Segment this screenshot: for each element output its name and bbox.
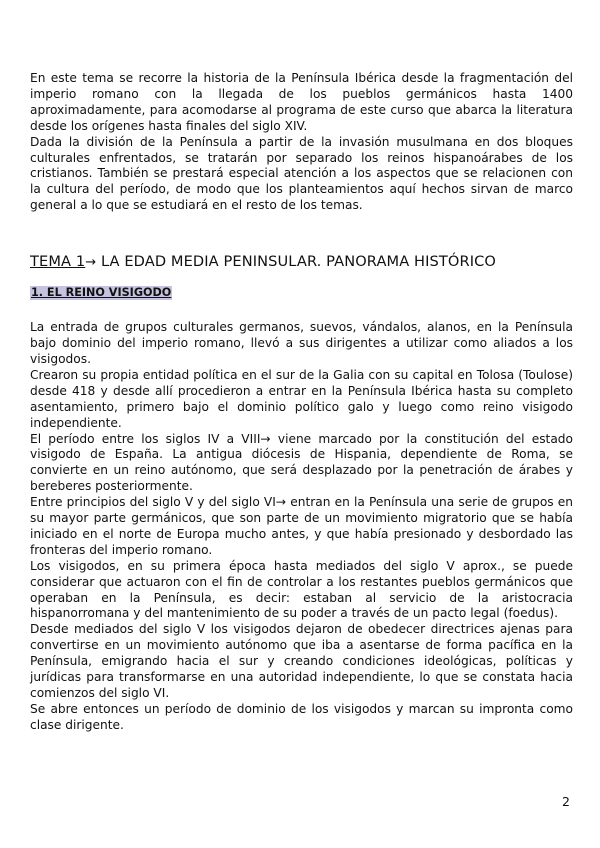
body-paragraph-2: Crearon su propia entidad política en el sur de la Galia con su capital en Tolosa (Toulose) desde 418 y desde allí procedieron a entrar en la Península Ibérica hasta su completo asentamiento, primero bajo el dominio político galo y luego como reino visigodo independiente.	[30, 367, 573, 430]
intro-paragraph-2: Dada la división de la Península a partir de la invasión musulmana en dos bloques culturales enfrentados, se tratarán por separado los reinos hispanoárabes de los cristianos. También se prestará especial atención a los aspectos que se relacionen con la cultura del período, de modo que los planteamientos aquí hechos sirvan de marco general a lo que se estudiará en el resto de los temas.	[30, 134, 573, 213]
body-paragraph-1: La entrada de grupos culturales germanos, suevos, vándalos, alanos, en la Península bajo dominio del imperio romano, llevó a sus dirigentes a utilizar como aliados a los visigodos.	[30, 320, 573, 366]
body-paragraph-4: Entre principios del siglo V y del siglo VI→ entran en la Península una serie de grupos en su mayor parte germánicos, que son parte de un movimiento migratorio que se había iniciado en el norte de Europa mucho antes, y que había presionado y desbordado las fronteras del imperio romano.	[30, 495, 573, 557]
body-paragraph-3: El período entre los siglos IV a VIII→ viene marcado por la constitución del estado visigodo de España. La antigua diócesis de Hispania, dependiente de Roma, se convierte en un reino autónomo, que será desplazado por la penetración de árabes y bereberes posteriormente.	[30, 431, 573, 494]
tema-heading	[30, 252, 573, 273]
tema-title: LA EDAD MEDIA PENINSULAR. PANORAMA HISTÓRICO	[96, 253, 497, 271]
body-paragraph-5: Los visigodos, en su primera época hasta mediados del siglo V aprox., se puede considerar que actuaron con el fin de controlar a los restantes pueblos germánicos que operaban en la Península, es decir: estaban al servicio de la aristocracia hispanorromana y del mantenimiento de su poder a través de un pacto legal (foedus).	[30, 558, 573, 621]
section-heading	[30, 285, 573, 300]
arrow-icon: →	[85, 255, 97, 271]
spacer	[30, 300, 573, 320]
tema-label: TEMA 1	[30, 253, 86, 271]
body-paragraph-6: Desde mediados del siglo V los visigodos dejaron de obedecer directrices ajenas para convertirse en un movimiento autónomo que iba a asentarse de forma pacífica en la Península, emigrando hacia el sur y creando condiciones ideológicas, políticas y jurídicas para transformarse en una autoridad independiente, lo que se constata hacia comienzos del siglo VI.	[30, 622, 573, 700]
spacer	[30, 273, 573, 285]
section-title: 1. EL REINO VISIGODO	[31, 286, 172, 300]
document-page	[30, 71, 573, 734]
page-number: 2	[562, 794, 570, 809]
spacer	[30, 214, 573, 252]
intro-paragraph-1: En este tema se recorre la historia de la Península Ibérica desde la fragmentación del imperio romano con la llegada de los pueblos germánicos hasta 1400 aproximadamente, para acomodarse al programa de este curso que abarca la literatura desde los orígenes hasta finales del siglo XIV.	[30, 71, 573, 133]
body-paragraph-7: Se abre entonces un período de dominio de los visigodos y marcan su impronta como clase dirigente.	[30, 701, 573, 732]
